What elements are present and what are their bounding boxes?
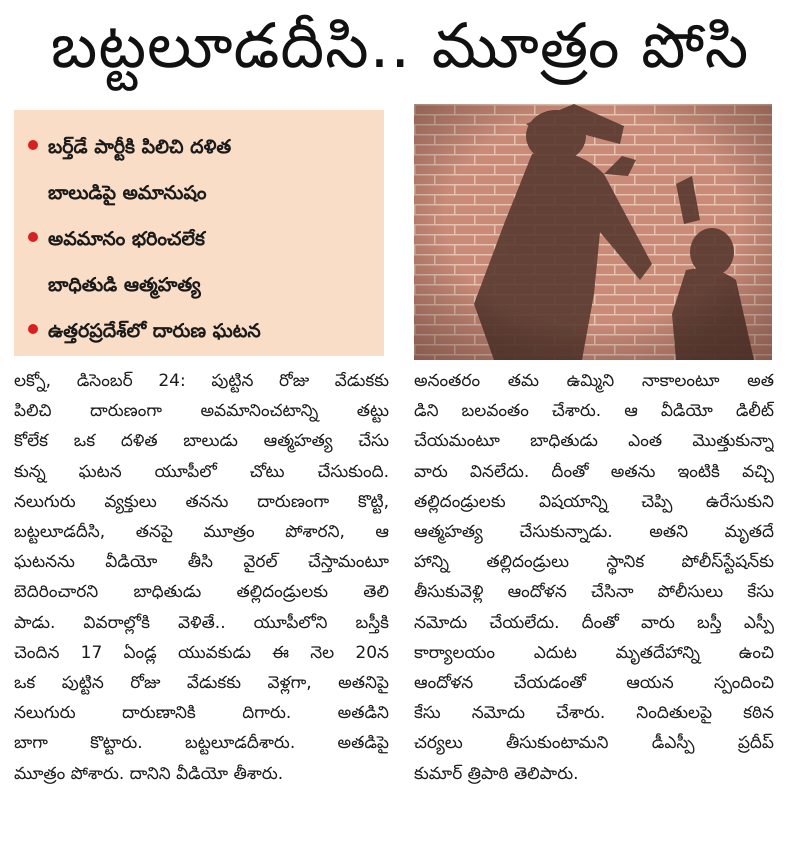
highlight-item <box>28 308 374 354</box>
highlight-text: బాలుడిపై అమానుషం <box>48 182 207 204</box>
article-line: ఒక పుట్టిన రోజు వేడుకకు వెళ్లగా, అతనిపై <box>14 673 389 694</box>
article-line: బాగా కొట్టారు. బట్టలూడదీశారు. అతడిపై <box>14 733 389 754</box>
article-photo <box>414 104 772 360</box>
article-line: మూత్రం పోశారు. దానిని వీడియో తీశారు. <box>14 763 284 784</box>
highlight-text: బాధితుడి ఆత్మహత్య <box>48 274 201 296</box>
article-line: కోలేక ఒక దళిత బాలుడు ఆత్మహత్య చేసు <box>14 431 389 452</box>
shadow-silhouette-image <box>414 104 772 360</box>
article-line: పిలిచి దారుణంగా అవమానించటాన్ని తట్టు <box>14 401 389 422</box>
article-line: హాన్ని తల్లిదండ్రులు స్థానిక పోలీస్‌స్టేషన్‌కు <box>414 552 774 573</box>
article-line: చెందిన 17 ఏండ్ల యువకుడు ఈ నెల 20న <box>14 642 389 663</box>
article-line: అనంతరం తమ ఉమ్మిని నాకాలంటూ అత <box>414 371 774 391</box>
highlight-text: అవమానం భరించలేక <box>48 228 205 250</box>
article-line: కేసు నమోదు చేశారు. నిందితులపై కఠిన <box>414 703 774 724</box>
article-line: కున్న ఘటన యూపీలో చోటు చేసుకుంది. <box>14 461 389 482</box>
article-line: ఆత్మహత్య చేసుకున్నాడు. అతని మృతదే <box>414 522 774 543</box>
headline: బట్టలూడదీసి.. మూత్రం పోసి <box>50 9 750 82</box>
bullet-icon <box>28 140 38 150</box>
article-line: కార్యాలయం ఎదుట మృతదేహాన్ని ఉంచి <box>414 642 774 663</box>
highlight-item <box>28 124 374 216</box>
article-column-right <box>414 366 774 789</box>
article-line: చర్యలు తీసుకుంటామని డీఎస్పీ ప్రదీప్ <box>414 733 774 754</box>
bullet-icon <box>28 232 38 242</box>
article-line: కుమార్ త్రిపాఠి తెలిపారు. <box>414 763 579 784</box>
article-line: తీసుకువెళ్లి ఆందోళన చేసినా పోలీసులు కేసు <box>414 582 774 603</box>
article-line: చేయమంటూ బాధితుడు ఎంత మొత్తుకున్నా <box>414 431 774 452</box>
article-line: లక్నో, డిసెంబర్ 24: పుట్టిన రోజు వేడుకకు <box>14 371 389 391</box>
article-line: బెదిరించారని బాధితుడు తల్లిదండ్రులకు తెలి <box>14 582 389 603</box>
highlight-text: బర్త్‌డే పార్టీకి పిలిచి దళిత <box>48 136 232 158</box>
article-line: వారు వినలేదు. దీంతో అతను ఇంటికి వచ్చి <box>414 461 774 482</box>
article-column-left <box>14 366 389 789</box>
highlight-item <box>28 216 374 308</box>
highlights-box <box>14 110 384 356</box>
article-line: ఆందోళన చేయడంతో ఆయన స్పందించి <box>414 673 774 694</box>
article-line: నమోదు చేయలేదు. దీంతో వారు బస్తీ ఎస్పీ <box>414 612 774 633</box>
article-line: పాడు. వివరాల్లోకి వెళితే.. యూపీలోని బస్తీకి <box>14 612 389 633</box>
article-line: బట్టలూడదీసి, తనపై మూత్రం పోశారని, ఆ <box>14 522 389 543</box>
article-line: నలుగురు దారుణానికి దిగారు. అతడిని <box>14 703 389 724</box>
highlight-text: ఉత్తరప్రదేశ్‌లో దారుణ ఘటన <box>48 320 261 342</box>
article-line: డిని బలవంతం చేశారు. ఆ వీడియో డిలీట్ <box>414 401 774 422</box>
article-line: నలుగురు వ్యక్తులు తనను దారుణంగా కొట్టి, <box>14 491 389 512</box>
bullet-icon <box>28 324 38 334</box>
article-line: ఘటనను వీడియో తీసి వైరల్ చేస్తామంటూ <box>14 552 389 573</box>
article-line: తల్లిదండ్రులకు విషయాన్ని చెప్పి ఉరేసుకుని <box>414 491 774 512</box>
